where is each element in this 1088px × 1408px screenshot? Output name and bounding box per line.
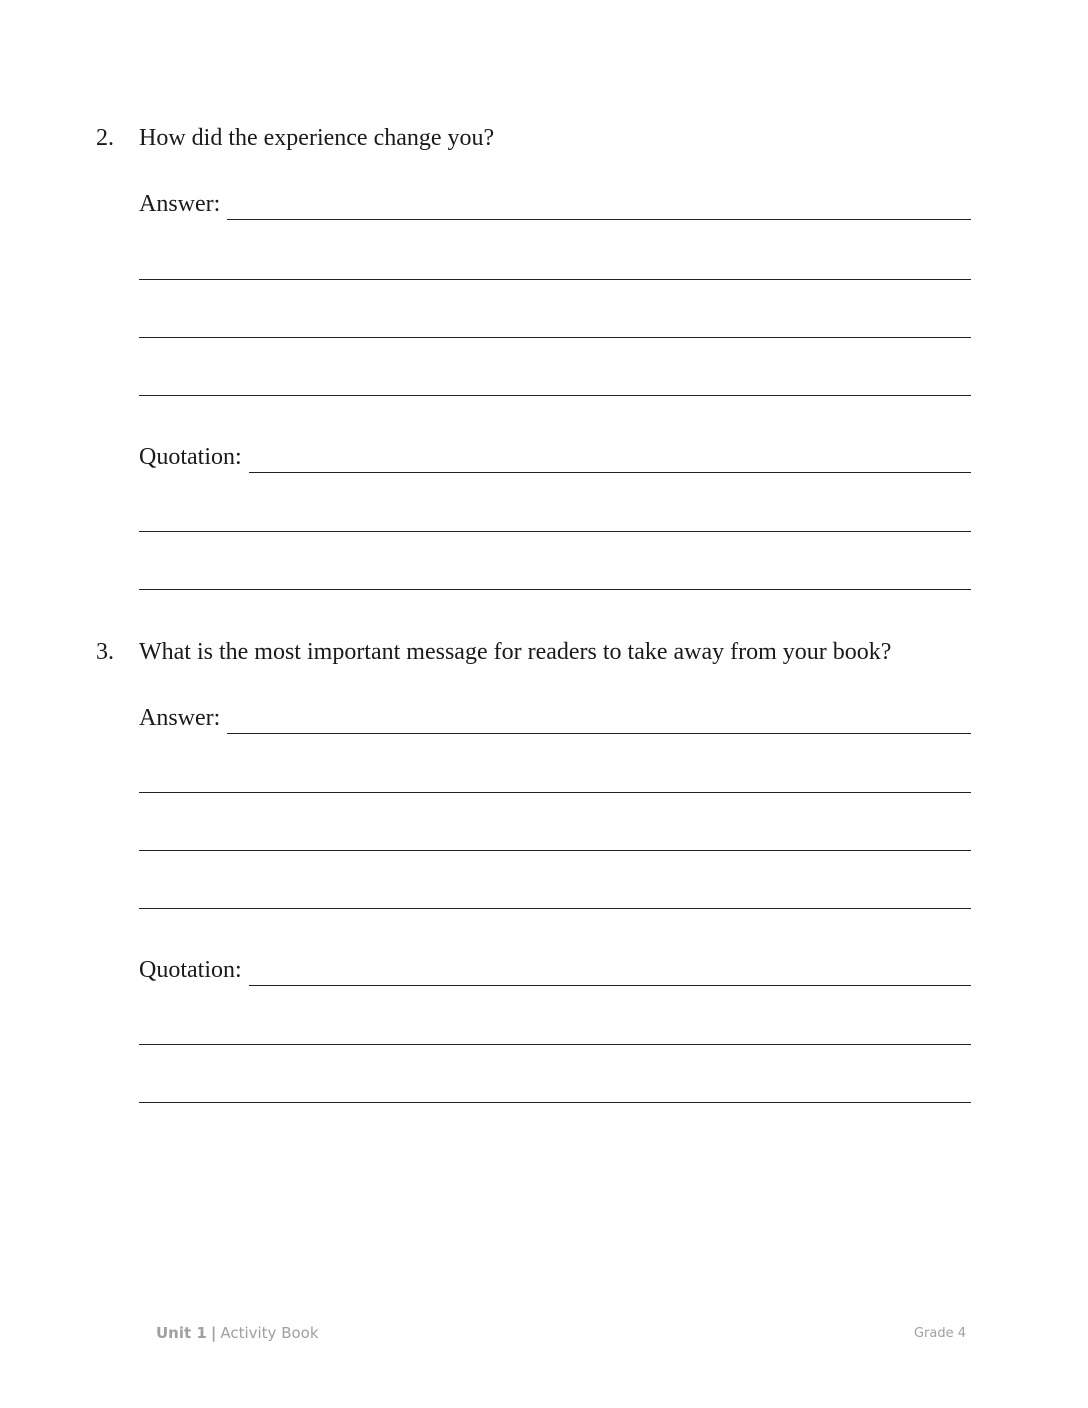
answer-line[interactable] xyxy=(227,189,971,220)
question-text: What is the most important message for readers to take away from your book? xyxy=(139,639,892,665)
footer-left xyxy=(156,1324,319,1342)
answer-line[interactable] xyxy=(139,279,971,280)
quotation-row[interactable] xyxy=(139,443,971,473)
quotation-line[interactable] xyxy=(139,531,971,532)
answer-line[interactable] xyxy=(139,850,971,851)
answer-line[interactable] xyxy=(227,703,971,734)
answer-label: Answer: xyxy=(139,705,221,731)
page-footer xyxy=(156,1324,966,1346)
footer-grade: Grade 4 xyxy=(913,1326,966,1341)
answer-line[interactable] xyxy=(139,395,971,396)
quotation-label: Quotation: xyxy=(139,444,242,470)
question-number: 3. xyxy=(96,639,114,665)
footer-separator: | xyxy=(210,1324,217,1342)
footer-book: Activity Book xyxy=(220,1324,319,1342)
answer-label: Answer: xyxy=(139,191,221,217)
answer-row[interactable] xyxy=(139,190,971,220)
quotation-line[interactable] xyxy=(139,589,971,590)
quotation-row[interactable] xyxy=(139,956,971,986)
quotation-label: Quotation: xyxy=(139,957,242,983)
answer-line[interactable] xyxy=(139,337,971,338)
quotation-line[interactable] xyxy=(249,442,971,473)
quotation-line[interactable] xyxy=(249,955,971,986)
answer-line[interactable] xyxy=(139,908,971,909)
question-number: 2. xyxy=(96,125,114,151)
footer-unit: Unit 1 xyxy=(156,1324,207,1342)
answer-line[interactable] xyxy=(139,792,971,793)
answer-row[interactable] xyxy=(139,704,971,734)
question-text: How did the experience change you? xyxy=(139,125,495,151)
quotation-line[interactable] xyxy=(139,1044,971,1045)
quotation-line[interactable] xyxy=(139,1102,971,1103)
